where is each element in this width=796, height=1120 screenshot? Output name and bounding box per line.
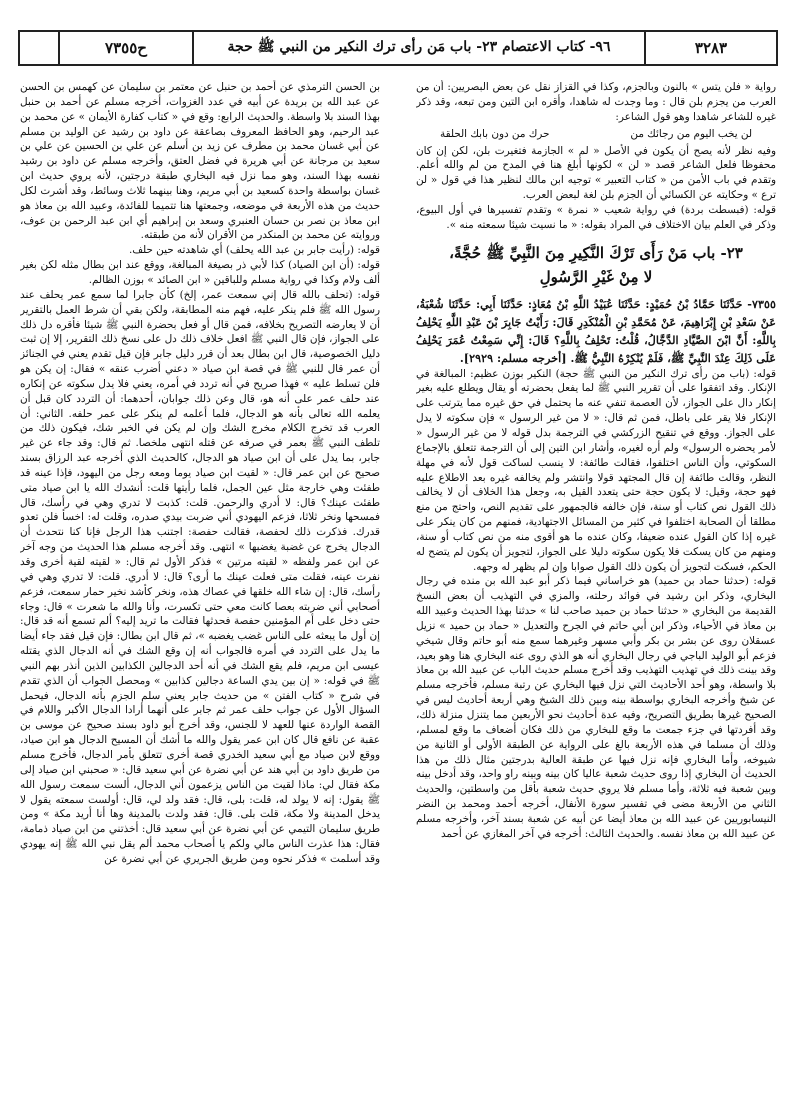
header-blank-cell <box>20 32 60 64</box>
hadith-text: ٧٣٥٥- حَدَّثَنَا حَمَّادُ بْنُ حُمَيْدٍ: حَدَّثَنَا عُبَيْدُ اللَّهِ بْنُ مُعَاذٍ: حَدَّثَنَا أَبِي: حَدَّثَنَا شُعْبَةُ، عَنْ سَعْدِ بْنِ إِبْرَاهِيمَ، عَنْ مُحَمَّدِ بْنِ الْمُنْكَدِرِ قَالَ: رَأَيْتُ جَابِرَ بْنَ عَبْدِ اللَّهِ يَحْلِفُ بِاللَّهِ: أَنَّ ابْنَ الصَّيَّادِ الدَّجَّالُ، قُلْتُ: تَحْلِفُ بِاللَّهِ؟ قَالَ: إِنِّي سَمِعْتُ عُمَرَ يَحْلِفُ عَلَى ذَلِكَ عِنْدَ النَّبِيِّ ﷺ، فَلَمْ يُنْكِرْهُ النَّبِيُّ ﷺ. [أخرجه مسلم: ٢٩٢٩]. <box>416 296 776 365</box>
poem-first-hemistich: لن يخب اليوم من رجائك من <box>630 127 752 140</box>
chapter-heading-line: ٢٣- باب مَنْ رَأَى تَرْكَ النَّكِيرِ مِنَ النَّبِيِّ ﷺ حُجَّةً، <box>449 243 743 262</box>
commentary-paragraph: قوله: (فبسطت بردة) في رواية شعيب « نمرة » وتقدم تفسيرها في أول البيوع، وذكر في العلم بيان الاختلاف في المراد بقوله: « ما نسيت شيئا سمعته منه ». <box>416 203 776 231</box>
commentary-paragraph: قوله: (رأيت جابر بن عبد الله يحلف) أي شاهدته حين حلف. <box>128 244 380 257</box>
right-column <box>416 80 776 1095</box>
commentary-paragraph: قوله: (تحلف بالله قال إني سمعت عمر، إلخ) كأن جابرا لما سمع عمر يحلف عند رسول الله ﷺ فلم ينكر عليه، فهم منه المطابقة، ولكن بقي أن شرط العمل بالتقرير أن لا يعارضه التصريح بخلافه، فمن قال أو فعل بحضرة النبي ﷺ شيئا فأقره دل ذلك على الجواز، فإن قال النبي ﷺ افعل خلاف ذلك دل على نسخ ذلك التقرير، إلا إن ثبت دليل الخصوصية، قال ابن بطال بعد أن قرر دليل جابر فإن قيل تقدم يعني في الجنائز أن عمر قال للنبي ﷺ في قصة ابن صياد « دعني أضرب عنقه » فقال: إن يكن هو فلن تسلط عليه » فهذا صريح في أنه تردد في أمره، يعني فلا يدل سكوته عن إنكاره عند حلف عمر على أنه هو، قال وعن ذلك جوابان، أحدهما: أن التردد كان قبل أن يعلمه الله تعالى بأنه هو الدجال، فلما أعلمه لم ينكر على عمر حلفه. الثاني: أن العرب قد تخرج الكلام مخرج الشك وإن لم يكن في الخبر شك، فيكون ذلك من تلطف النبي ﷺ بعمر في صرفه عن قتله انتهى ملخصا. ثم قال: وقد جاء عن غير جابر، بما يدل على أن ابن صياد هو الدجال، كالحديث الذي أخرجه عبد الرزاق بسند صحيح عن ابن عمر قال: « لقيت ابن صياد يوما ومعه رجل من اليهود، فإذا عينه قد طفئت وهي خارجة مثل عين الجمل، فلما رأيتها قلت: أنشدك الله يا ابن صياد متى طفئت عينك؟ قال: لا أدري والرحمن. قلت: كذبت لا تدري وهي في رأسك، قال فمسحها ونخر ثلاثا، فزعم اليهودي أني ضربت بيدي صدره، وقلت له: اخسأ فلن تعدو قدرك. فذكرت ذلك لحفصة، فقالت حفصة: اجتنب هذا الرجل فإنا كنا نتحدث أن الدجال يخرج عن غضبة يغضبها » انتهى. وقد أخرجه مسلم هذا الحديث من وجه آخر عن ابن عمر ولفظه « لقيته مرتين » فذكر الأول ثم قال: « لقيته لقية أخرى وقد نفرت عينه، فقلت متى فعلت عينك ما أرى؟ قال: لا أدري. قلت: لا تدري وهي في رأسك، قال: إن شاء الله خلقها في عصاك هذه، ونخر كأشد نخير حمار سمعت، فزعم أصحابي أني ضربته بعصا كانت معي حتى تكسرت، وأنا والله ما شعرت » قال: وجاء حتى دخل على أم المؤمنين حفصة فحدثها فقالت ما تريد إليه؟ ألم تسمع أنه قد قال: إن أول ما يبعثه على الناس غضب يغضبه »، ثم قال ابن بطال: فإن قيل فقد جاء أيضا ما يدل على التردد في أمره فالجواب أنه إن وقع الشك في أنه الدجال الذي يقتله عيسى ابن مريم، فلم يقع الشك في أنه أحد الدجالين الكذابين الذين أنذر بهم النبي ﷺ في قوله: « إن بين يدي الساعة دجالين كذابين » ومحصل الجواب أن الذي تقدم في شرح « كتاب الفتن » من حديث جابر يعني سلم الجزم بأنه الدجال، فيحمل السؤال الأول عن جواب حلف عمر ثم جابر على أنهما أرادا الدجال الأكبر واللام في القصة الواردة عنها للعهد لا للجنس، وقد أخرج أبو داود بسند صحيح عن موسى بن عقبة عن نافع قال كان ابن عمر يقول والله ما أشك أن المسيح الدجال هو ابن صياد، ووقع لابن صياد مع أبي سعيد الخدري قصة أخرى تتعلق بأمر الدجال، فأخرج مسلم من طريق داود بن أبي هند عن أبي نضرة عن أبي سعيد قال: « صحبني ابن صياد إلى مكة فقال لي: ماذا لقيت من الناس يزعمون أني الدجال، ألست سمعت رسول الله ﷺ يقول: إنه لا يولد له، قلت: بلى، قال: فقد ولد لي، قال: أولست سمعته يقول لا يدخل المدينة ولا مكة، قلت بلى. قال: فقد ولدت بالمدينة وها أنا أريد مكة » ومن طريق سليمان التيمي عن أبي نضرة عن أبي سعيد قال: أخذتني من ابن صياد ذمامة، فقال: هذا عذرت الناس مالي ولكم يا أصحاب محمد ألم يقل نبي الله ﷺ إنه يهودي وقد أسلمت » فذكر نحوه ومن طريق الجريري عن أبي نضرة عن <box>20 288 380 865</box>
left-column <box>20 80 380 1095</box>
poem-verse <box>416 125 776 144</box>
intro-paragraph: رواية « فلن يتس » بالنون وبالجزم، وكذا في القزاز نقل عن بعض البصريين: أن من العرب من يجزم بلن قال : وما وجدت له شاهدا، وأقره ابن التين ومن تبعه، وقد ذكر غيره للشاعر شاهدا وهو قول الشاعر: <box>416 81 776 123</box>
page <box>18 30 778 1100</box>
commentary-paragraph: قوله: (باب من رأى ترك النكير من النبي ﷺ حجة) النكير بوزن عظيم: المبالغة في الإنكار. وقد اتفقوا على أن تقرير النبي ﷺ لما يفعل بحضرته أو يقال ويطلع عليه بغير إنكار دال على الجواز، لأن العصمة تنفي عنه ما يحتمل في حق غيره مما يترتب على الإنكار فلا يقر على باطل، فمن ثم قال: « لا من غير الرسول » فإن سكوته لا يدل على الجواز. ووقع في تنقيح الزركشي في الترجمة بدل قوله لا من غير الرسول « لأمر يحضره الرسول» ولم أره لغيره، وأشار ابن التين إلى أن الترجمة تتعلق بالإجماع السكوتي، وأن الناس اختلفوا، فقالت طائفة: لا ينسب لساكت قول لأنه في مهلة النظر، وقالت طائفة إن قال المجتهد قولا وانتشر ولم يخالفه غيره بعد الاطلاع عليه فهو حجة، وقيل: لا يكون حجة حتى يتعدد القيل به، وجعل هذا الخلاف أن لا يخالف ذلك القول نص كتاب أو سنة، فإن خالفه فالجمهور على تقديم النص، واحتج من منع مطلقا أن الصحابة اختلفوا في كثير من المسائل الاجتهادية، فمنهم من كان ينكر على غيره إذا كان القول عنده ضعيفا، وكان عنده ما هو أقوى منه من نص كتاب أو سنة، ومنهم من كان يسكت فلا يكون سكوته دليلا على الجواز، لتجويز أن يكون لم يتضح له الحكم، فسكت لتجويز أن يكون ذلك القول صوابا وإن لم يظهر له وجهه. <box>416 367 776 573</box>
running-title: ٩٦- كتاب الاعتصام ٢٣- باب مَن رأى ترك النكير من النبي ﷺ حجة <box>192 32 644 64</box>
page-number: ٣٢٨٣ <box>644 32 776 64</box>
commentary-paragraph: بن الحسن الترمذي عن أحمد بن حنبل عن معتمر بن سليمان عن كهمس بن الحسن عن عبد الله بن بريدة عن أبيه في عدد الغزوات، أخرجه مسلم عن أحمد بن حنبل بهذا السند بلا واسطة. والحديث الرابع: وقع في « كتاب كفارة الأيمان » عن محمد بن عبد الرحيم، وهو الحافظ المعروف بصاعقة عن داود بن رشيد عن الوليد بن مسلم عن أبي غسان محمد بن مطرف عن زيد بن أسلم عن علي بن الحسين عن علي بن سعيد بن مرجانة عن أبي هريرة في فضل العتق، وأخرجه مسلم عن داود بن رشيد نفسه بهذا السند، وهو مما نزل فيه البخاري طبقة درجتين، لأنه يروي حديث ابن غسان بواسطة واحدة كسعيد بن أبي مريم، وهنا بينهما ثلاث وسائط، وقد أشرت لكل حديث من هذه الأربعة في موضعه، وجمعتها هنا تتميما للفائدة، وعبيد الله بن معاذ هو ابن معاذ بن نصر بن حسان العنبري وسعد بن إبراهيم أي ابن عبد الرحمن بن عوف، وروايته عن محمد بن المنكدر من الأقران لأنه من طبقته. <box>20 81 380 242</box>
chapter-heading <box>416 241 776 289</box>
commentary-paragraph: قوله: (أن ابن الصياد) كذا لأبي ذر بصيغة المبالغة، ووقع عند ابن بطال مثله لكن بغير ألف ولام وكذا في رواية مسلم وللباقين « ابن الصائد » بوزن الظالم. <box>20 259 380 286</box>
chapter-heading-line: لا مِنْ غَيْرِ الرَّسُولِ <box>539 267 653 286</box>
commentary-paragraph: قوله: (حدثنا حماد بن حميد) هو خراساني فيما ذكر أبو عبد الله بن منده في رجال البخاري، وذكر ابن رشيد في فوائد رحلته، والمزي في التهذيب أن بعض النسخ القديمة من البخاري « حدثنا حماد بن حميد صاحب لنا » حدثنا بهذا الحديث وعبيد الله بن معاذ في الأحياء، وذكر ابن أبي حاتم في الجرح والتعديل « حماد بن حميد » نزيل عسقلان روى عن بشر بن بكر وأبي مسهر وغيرهما سمع منه أبو حاتم وقال شيخي فزعم أبو الوليد الباجي في رجال البخاري أنه هو الذي روى عنه البخاري هنا وهو بعيد، وقد بينت ذلك في تهذيب التهذيب وقد أخرج مسلم حديث الباب عن عبيد الله بن معاذ بلا واسطة، وهو أحد الأحاديث التي نزل فيها البخاري عن رتبة مسلم، فأخرجه مسلم عن شيخ وأخرجه البخاري بواسطة بينه وبين ذلك الشيخ وهي أربعة أحاديث ليس في الصحيح غيرها بطريق التصريح، وفيه عدة أحاديث نحو الأربعين مما يتنزل منزلة ذلك، وقد أفردتها في جزء جمعت ما وقع للبخاري من ذلك فكان أضعاف ما وقع لمسلم، وذلك أن مسلما في هذه الأربعة بالغ على الرواية عن الطبقة الأولى أو الثانية من شيوخه، وأما البخاري فإنه نزل فيها عن طبقة العالية بدرجتين مثال ذلك من هذا الحديث أن البخاري إذا روى حديث شعبة عاليا كان بينه وبينه راو واحد، وقد أدخل بينه وبين شعبة فيه ثلاثة، وأما مسلم فلا يروي حديث شعبة بأقل من واسطتين، والحديث الثاني من الأربعة مضى في تفسير سورة الأنفال، أخرجه أحمد ومحمد بن النضر النيسابوريين عن عبيد الله بن معاذ أيضا عن أبيه عن شعبة بسند آخر، وأخرجه مسلم عن عبيد الله بن معاذ نفسه. والحديث الثالث: أخرجه في آخر المغازي عن أحمد <box>416 575 776 840</box>
commentary-paragraph: وفيه نظر لأنه يصح أن يكون في الأصل « لم » الجازمة فتغيرت بلن، لكن إن كان محفوظا فلعل الشاعر قصد « لن » لكونها أبلغ هنا في المدح من لم والله أعلم. وتقدم في باب الأمن من « كتاب التعبير » توجيه ابن مالك لنظير هذا في قول « لن ترع » وحكايته عن الكسائي أن الجزم بلن لغة لبعض العرب. <box>416 144 776 202</box>
poem-second-hemistich: حرك من دون بابك الحلقة <box>440 127 550 140</box>
page-header <box>18 30 778 66</box>
hadith-number: ح٧٣٥٥ <box>105 39 147 57</box>
